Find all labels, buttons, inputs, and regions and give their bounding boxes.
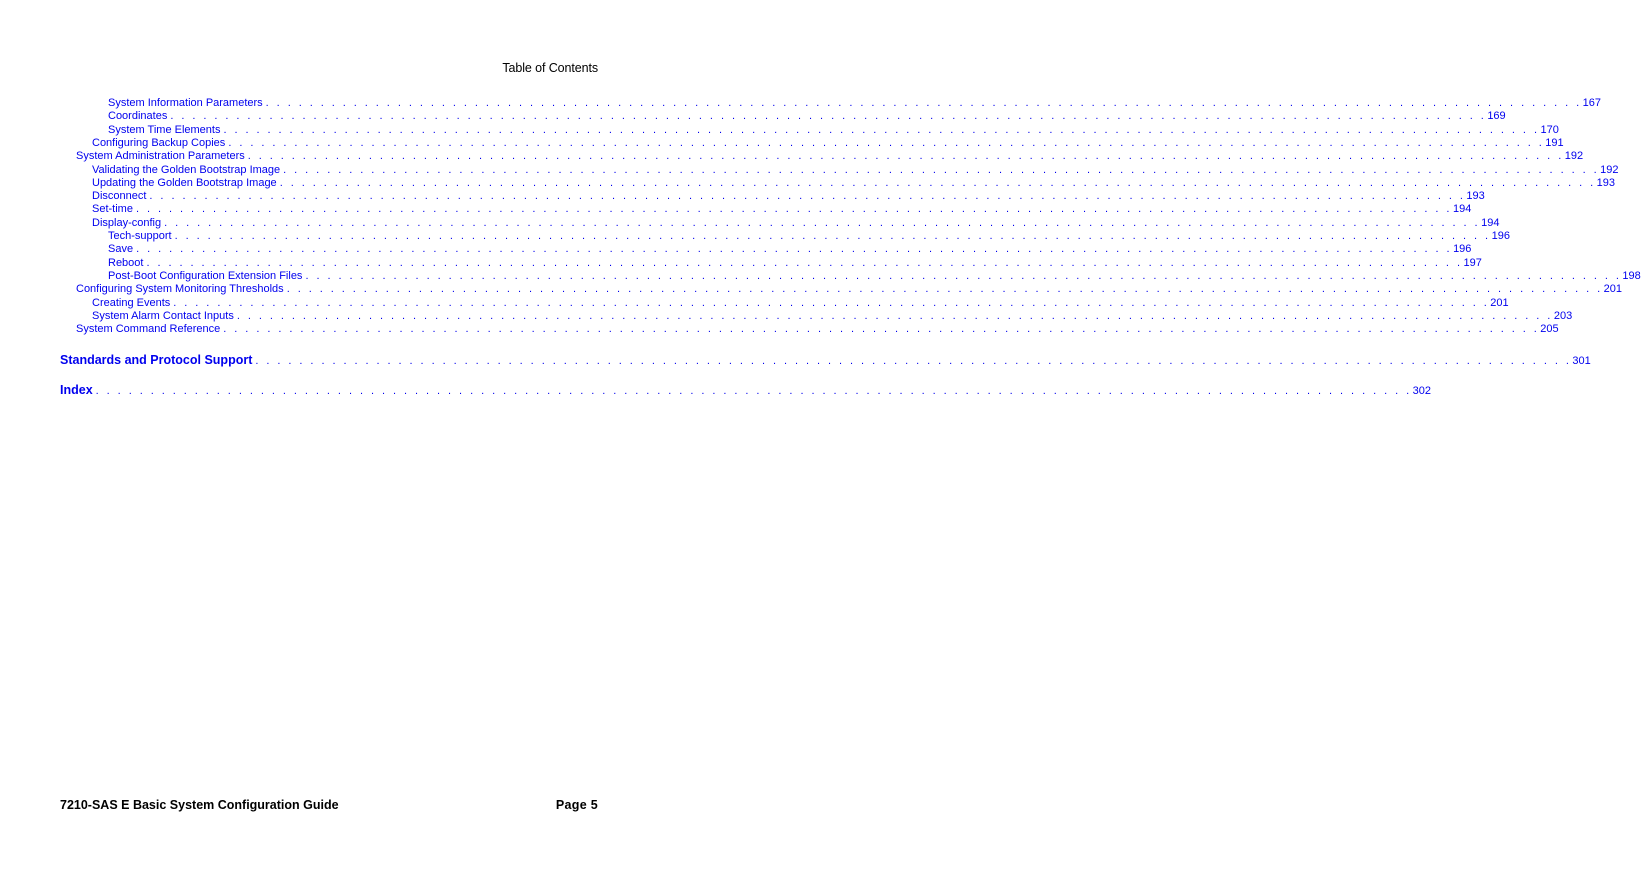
toc-entry-title: Coordinates [108,110,168,123]
toc-entry-page: 203 [1553,309,1573,322]
toc-entry-page: 192 [1564,150,1584,163]
toc-entry[interactable] [76,150,1584,163]
toc-entry-title: Standards and Protocol Support [60,353,253,368]
dot-leader: . . . . . . . . . . . . . . . . . . . . . . . . . . . . . . . . . . . . . . . . . . . . . . . . . . . . . . . . . . . . . . . . . . . . . . . . . . . . . . . . . . . . . . . . . . . . . . . . . . . . . . . . . . . . . . . . . . . . . . . . [247,150,1564,163]
toc-entry-page: 198 [1622,269,1641,282]
dot-leader: . . . . . . . . . . . . . . . . . . . . . . . . . . . . . . . . . . . . . . . . . . . . . . . . . . . . . . . . . . . . . . . . . . . . . . . . . . . . . . . . . . . . . . . . . . . . . . . . . . . . . . . . . . . . . . . . . . . . . . . . [283,163,1600,176]
toc-entry-title: Post-Boot Configuration Extension Files [108,269,303,282]
toc-entry[interactable] [92,296,1509,310]
toc-entry-page: 196 [1491,230,1510,242]
toc-entry-title: Save [108,243,134,256]
dot-leader: . . . . . . . . . . . . . . . . . . . . . . . . . . . . . . . . . . . . . . . . . . . . . . . . . . . . . . . . . . . . . . . . . . . . . . . . . . . . . . . . . . . . . . . . . . . . . . . . . . . . . . . . . . . . . . . . . . . . . . . . [255,355,1572,368]
dot-leader: . . . . . . . . . . . . . . . . . . . . . . . . . . . . . . . . . . . . . . . . . . . . . . . . . . . . . . . . . . . . . . . . . . . . . . . . . . . . . . . . . . . . . . . . . . . . . . . . . . . . . . . . . . . . . . . . . . . . . . . . [305,269,1622,282]
toc-entry[interactable] [108,256,1482,270]
toc-entry[interactable] [76,283,1623,296]
toc-entry-page: 301 [1572,355,1591,368]
toc-entry-title: Configuring Backup Copies [92,136,226,149]
dot-leader: . . . . . . . . . . . . . . . . . . . . . . . . . . . . . . . . . . . . . . . . . . . . . . . . . . . . . . . . . . . . . . . . . . . . . . . . . . . . . . . . . . . . . . . . . . . . . . . . . . . . . . . . . . . . . . . . . . . . . . . . [149,190,1466,203]
footer-page-number: Page 5 [555,798,598,812]
dot-leader: . . . . . . . . . . . . . . . . . . . . . . . . . . . . . . . . . . . . . . . . . . . . . . . . . . . . . . . . . . . . . . . . . . . . . . . . . . . . . . . . . . . . . . . . . . . . . . . . . . . . . . . . . . . . . . . . . . . . . . . . [135,203,1452,216]
toc-entry-page: 302 [1412,384,1431,397]
toc-entry[interactable] [108,230,1510,243]
toc-entry-page: 201 [1490,296,1509,309]
toc-entry-page: 197 [1463,256,1482,269]
toc-entry-page: 193 [1466,190,1485,203]
page-header-title: Table of Contents [502,61,598,75]
toc-entry[interactable] [76,323,1559,336]
toc-entry[interactable] [108,110,1506,123]
dot-leader: . . . . . . . . . . . . . . . . . . . . . . . . . . . . . . . . . . . . . . . . . . . . . . . . . . . . . . . . . . . . . . . . . . . . . . . . . . . . . . . . . . . . . . . . . . . . . . . . . . . . . . . . . . . . . . . . . . . . . . . . [286,283,1603,296]
toc-entry-title: Reboot [108,256,144,269]
toc-entry[interactable] [92,203,1472,216]
toc-entry[interactable] [108,243,1472,256]
toc-entry-page: 196 [1453,243,1472,256]
toc-entry-title: Updating the Golden Bootstrap Image [92,176,277,189]
toc-entry-title: Validating the Golden Bootstrap Image [92,163,281,176]
dot-leader: . . . . . . . . . . . . . . . . . . . . . . . . . . . . . . . . . . . . . . . . . . . . . . . . . . . . . . . . . . . . . . . . . . . . . . . . . . . . . . . . . . . . . . . . . . . . . . . . . . . . . . . . . . . . . . . . . . . . . . . . [170,110,1487,123]
toc-entry-title: Display-config [92,216,162,229]
toc-entry-title: Disconnect [92,190,147,203]
footer-guide-title: 7210-SAS E Basic System Configuration Guide [60,798,339,812]
dot-leader: . . . . . . . . . . . . . . . . . . . . . . . . . . . . . . . . . . . . . . . . . . . . . . . . . . . . . . . . . . . . . . . . . . . . . . . . . . . . . . . . . . . . . . . . . . . . . . . . . . . . . . . . . . . . . . . . . . . . . . . . [164,216,1481,229]
toc-entry-title: Index [60,382,93,397]
toc-entry[interactable] [92,216,1500,230]
toc-entry-title: System Time Elements [108,123,221,136]
toc-entry-title: System Alarm Contact Inputs [92,309,234,322]
toc-entry[interactable] [92,176,1616,190]
toc-entry[interactable] [92,163,1619,177]
dot-leader: . . . . . . . . . . . . . . . . . . . . . . . . . . . . . . . . . . . . . . . . . . . . . . . . . . . . . . . . . . . . . . . . . . . . . . . . . . . . . . . . . . . . . . . . . . . . . . . . . . . . . . . . . . . . . . . . . . . . . . . . [95,384,1412,397]
toc-entry[interactable] [92,136,1564,150]
toc-entry-page: 170 [1540,123,1559,136]
dot-leader: . . . . . . . . . . . . . . . . . . . . . . . . . . . . . . . . . . . . . . . . . . . . . . . . . . . . . . . . . . . . . . . . . . . . . . . . . . . . . . . . . . . . . . . . . . . . . . . . . . . . . . . . . . . . . . . . . . . . . . . . [146,256,1463,269]
dot-leader: . . . . . . . . . . . . . . . . . . . . . . . . . . . . . . . . . . . . . . . . . . . . . . . . . . . . . . . . . . . . . . . . . . . . . . . . . . . . . . . . . . . . . . . . . . . . . . . . . . . . . . . . . . . . . . . . . . . . . . . . [236,309,1553,322]
toc-entry[interactable] [60,382,1431,397]
toc-entry-page: 193 [1596,176,1616,189]
toc-entry-page: 205 [1540,323,1559,336]
toc-entry-page: 167 [1582,97,1602,109]
toc-entry[interactable] [108,123,1559,137]
toc-entry-title: Tech-support [108,230,172,242]
toc-entry-title: System Administration Parameters [76,150,245,163]
dot-leader: . . . . . . . . . . . . . . . . . . . . . . . . . . . . . . . . . . . . . . . . . . . . . . . . . . . . . . . . . . . . . . . . . . . . . . . . . . . . . . . . . . . . . . . . . . . . . . . . . . . . . . . . . . . . . . . . . . . . . . . . [279,176,1596,189]
toc-entry-page: 191 [1545,136,1564,149]
toc-entry-page: 194 [1452,203,1472,216]
toc-entry-title: Configuring System Monitoring Thresholds [76,283,284,296]
toc-entry[interactable] [108,97,1602,110]
toc-entry-title: Creating Events [92,296,171,309]
toc-entry-page: 194 [1481,216,1500,229]
toc-entry-title: Set-time [92,203,133,216]
toc-entry[interactable] [108,269,1641,283]
dot-leader: . . . . . . . . . . . . . . . . . . . . . . . . . . . . . . . . . . . . . . . . . . . . . . . . . . . . . . . . . . . . . . . . . . . . . . . . . . . . . . . . . . . . . . . . . . . . . . . . . . . . . . . . . . . . . . . . . . . . . . . . [223,323,1540,336]
dot-leader: . . . . . . . . . . . . . . . . . . . . . . . . . . . . . . . . . . . . . . . . . . . . . . . . . . . . . . . . . . . . . . . . . . . . . . . . . . . . . . . . . . . . . . . . . . . . . . . . . . . . . . . . . . . . . . . . . . . . . . . . [228,136,1545,149]
toc-entry-page: 192 [1600,163,1619,176]
dot-leader: . . . . . . . . . . . . . . . . . . . . . . . . . . . . . . . . . . . . . . . . . . . . . . . . . . . . . . . . . . . . . . . . . . . . . . . . . . . . . . . . . . . . . . . . . . . . . . . . . . . . . . . . . . . . . . . . . . . . . . . . [173,296,1490,309]
toc-entry[interactable] [60,353,1591,368]
toc-entry[interactable] [92,190,1485,203]
toc-entry-page: 201 [1603,283,1623,296]
dot-leader: . . . . . . . . . . . . . . . . . . . . . . . . . . . . . . . . . . . . . . . . . . . . . . . . . . . . . . . . . . . . . . . . . . . . . . . . . . . . . . . . . . . . . . . . . . . . . . . . . . . . . . . . . . . . . . . . . . . . . . . . [136,243,1453,256]
dot-leader: . . . . . . . . . . . . . . . . . . . . . . . . . . . . . . . . . . . . . . . . . . . . . . . . . . . . . . . . . . . . . . . . . . . . . . . . . . . . . . . . . . . . . . . . . . . . . . . . . . . . . . . . . . . . . . . . . . . . . . . . [223,123,1540,136]
toc-entry[interactable] [92,309,1573,323]
dot-leader: . . . . . . . . . . . . . . . . . . . . . . . . . . . . . . . . . . . . . . . . . . . . . . . . . . . . . . . . . . . . . . . . . . . . . . . . . . . . . . . . . . . . . . . . . . . . . . . . . . . . . . . . . . . . . . . . . . . . . . . . [174,230,1491,242]
toc-entry-page: 169 [1487,110,1506,123]
toc-entry-title: System Command Reference [76,323,221,336]
dot-leader: . . . . . . . . . . . . . . . . . . . . . . . . . . . . . . . . . . . . . . . . . . . . . . . . . . . . . . . . . . . . . . . . . . . . . . . . . . . . . . . . . . . . . . . . . . . . . . . . . . . . . . . . . . . . . . . . . . . . . . . . [265,97,1582,109]
toc-entry-title: System Information Parameters [108,97,263,109]
